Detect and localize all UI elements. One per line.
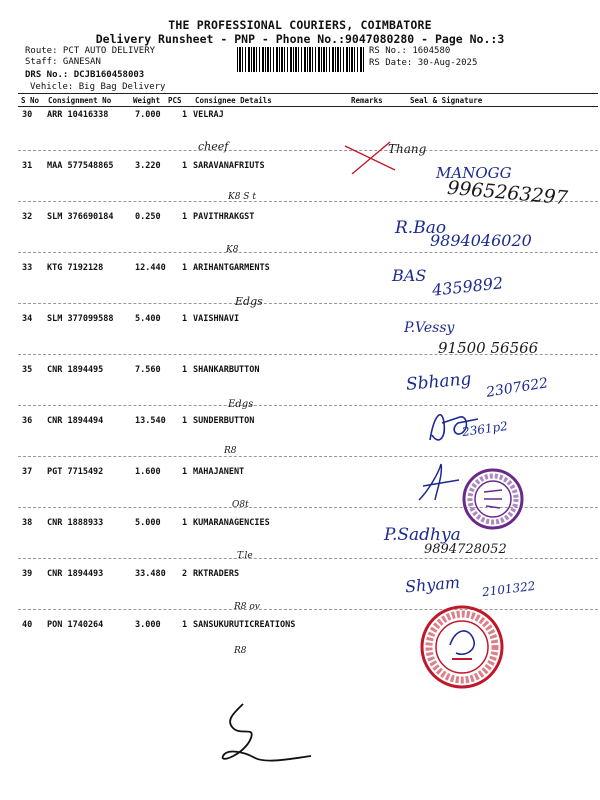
signature: P.Sadhya (384, 525, 461, 545)
staff-label: Staff: GANESAN (25, 57, 101, 67)
remark-handwriting: R8 (224, 446, 237, 456)
row-weight: 5.000 (135, 518, 161, 528)
row-weight: 0.250 (135, 212, 161, 222)
row-weight: 3.000 (135, 620, 161, 630)
row-consignment: PON 1740264 (47, 620, 104, 630)
phone-handwriting: 9894046020 (430, 231, 532, 250)
row-sno: 35 (22, 365, 33, 375)
drs-number: DRS No.: DCJB160458003 (25, 70, 145, 80)
row-sno: 34 (22, 314, 33, 324)
row-pcs: 1 (182, 110, 188, 120)
col-sno: S No (21, 96, 40, 105)
signature: Shyam (404, 572, 461, 597)
row-sno: 30 (22, 110, 33, 120)
table-row (18, 407, 598, 457)
row-pcs: 1 (182, 314, 188, 324)
col-consignment: Consignment No (48, 96, 112, 105)
signature: Thang (388, 142, 427, 156)
remark-handwriting: K8 (226, 245, 239, 255)
phone-handwriting: 4359892 (431, 273, 505, 300)
rk-traders-stamp (420, 605, 504, 689)
table-row (18, 254, 598, 304)
phone-handwriting: 9965263297 (446, 176, 569, 210)
row-consignee: MAHAJANENT (193, 467, 245, 477)
row-weight: 7.560 (135, 365, 161, 375)
row-divider (18, 456, 598, 457)
col-remarks: Remarks (351, 96, 383, 105)
remark-handwriting: Edgs (228, 399, 254, 410)
phone-handwriting: 9894728052 (424, 542, 507, 557)
row-consignment: SLM 376690184 (47, 212, 114, 222)
row-pcs: 1 (182, 416, 188, 426)
remark-handwriting: K8 S t (228, 192, 256, 202)
row-sno: 38 (22, 518, 33, 528)
row-consignee: VAISHNAVI (193, 314, 240, 324)
row-weight: 3.220 (135, 161, 161, 171)
signature: Sbhang (405, 369, 473, 395)
row-divider (18, 558, 598, 559)
row-consignee: SANSUKURUTICREATIONS (193, 620, 296, 630)
vehicle-label: Vehicle: Big Bag Delivery (30, 82, 166, 92)
runsheet-subtitle: Delivery Runsheet - PNP - Phone No.:9047080280 - Page No.:3 (95, 32, 505, 46)
row-weight: 5.400 (135, 314, 161, 324)
phone-handwriting: 2101322 (481, 578, 537, 600)
row-consignee: RKTRADERS (193, 569, 240, 579)
row-consignment: ARR 10416338 (47, 110, 109, 120)
row-pcs: 1 (182, 518, 188, 528)
col-seal-signature: Seal & Signature (410, 96, 483, 105)
barcode (237, 47, 365, 72)
row-pcs: 1 (182, 161, 188, 171)
bottom-signature (215, 698, 315, 768)
row-sno: 40 (22, 620, 33, 630)
remark-handwriting: R8 ov (234, 602, 260, 612)
row-consignment: CNR 1894495 (47, 365, 104, 375)
phone-handwriting: 2361p2 (461, 418, 509, 440)
rs-date: RS Date: 30-Aug-2025 (369, 58, 478, 68)
col-weight: Weight (133, 96, 161, 105)
row-sno: 32 (22, 212, 33, 222)
row-consignment: KTG 7192128 (47, 263, 104, 273)
row-consignee: SHANKARBUTTON (193, 365, 260, 375)
row-weight: 7.000 (135, 110, 161, 120)
table-row (18, 611, 598, 661)
route-label: Route: PCT AUTO DELIVERY (25, 46, 156, 56)
row-consignment: CNR 1894494 (47, 416, 104, 426)
row-sno: 36 (22, 416, 33, 426)
row-consignment: PGT 7715492 (47, 467, 104, 477)
row-consignment: CNR 1888933 (47, 518, 104, 528)
row-consignee: VELRAJ (193, 110, 224, 120)
signature: R.Bao (395, 218, 447, 238)
row-consignment: MAA 577548865 (47, 161, 114, 171)
remark-handwriting: O8t (232, 500, 249, 510)
row-divider (18, 303, 598, 304)
row-weight: 13.540 (135, 416, 166, 426)
remark-handwriting: cheef (198, 140, 229, 153)
row-divider (18, 252, 598, 253)
row-sno: 39 (22, 569, 33, 579)
row-weight: 33.480 (135, 569, 166, 579)
mahajan-stamp (462, 468, 524, 530)
col-pcs: PCS (168, 96, 182, 105)
col-consignee: Consignee Details (195, 96, 272, 105)
row-divider (18, 150, 598, 151)
row-consignee: SUNDERBUTTON (193, 416, 255, 426)
row-pcs: 1 (182, 620, 188, 630)
row-sno: 33 (22, 263, 33, 273)
row-consignee: KUMARANAGENCIES (193, 518, 270, 528)
row-pcs: 2 (182, 569, 188, 579)
remark-handwriting: R8 (234, 646, 247, 656)
signature: BAS (392, 266, 427, 285)
company-title: THE PROFESSIONAL COURIERS, COIMBATORE (168, 18, 432, 32)
rs-number: RS No.: 1604580 (369, 46, 451, 56)
row-consignment: SLM 377099588 (47, 314, 114, 324)
row-sno: 37 (22, 467, 33, 477)
signature-scribble (415, 460, 465, 505)
signature: P.Vessy (404, 320, 455, 336)
row-pcs: 1 (182, 263, 188, 273)
phone-handwriting: 2307622 (485, 375, 550, 401)
row-pcs: 1 (182, 365, 188, 375)
row-divider (18, 609, 598, 610)
phone-handwriting: 91500 56566 (438, 339, 539, 357)
row-weight: 12.440 (135, 263, 166, 273)
row-consignment: CNR 1894493 (47, 569, 104, 579)
row-pcs: 1 (182, 467, 188, 477)
row-divider (18, 405, 598, 406)
signature: MANOGG (436, 164, 512, 182)
row-pcs: 1 (182, 212, 188, 222)
row-consignee: SARAVANAFRIUTS (193, 161, 265, 171)
header-top-rule (18, 93, 598, 94)
row-consignee: ARIHANTGARMENTS (193, 263, 270, 273)
remark-handwriting: T.le (237, 551, 253, 561)
row-consignee: PAVITHRAKGST (193, 212, 255, 222)
remark-handwriting: Edgs (235, 295, 263, 308)
table-row (18, 101, 598, 151)
row-weight: 1.600 (135, 467, 161, 477)
row-sno: 31 (22, 161, 33, 171)
